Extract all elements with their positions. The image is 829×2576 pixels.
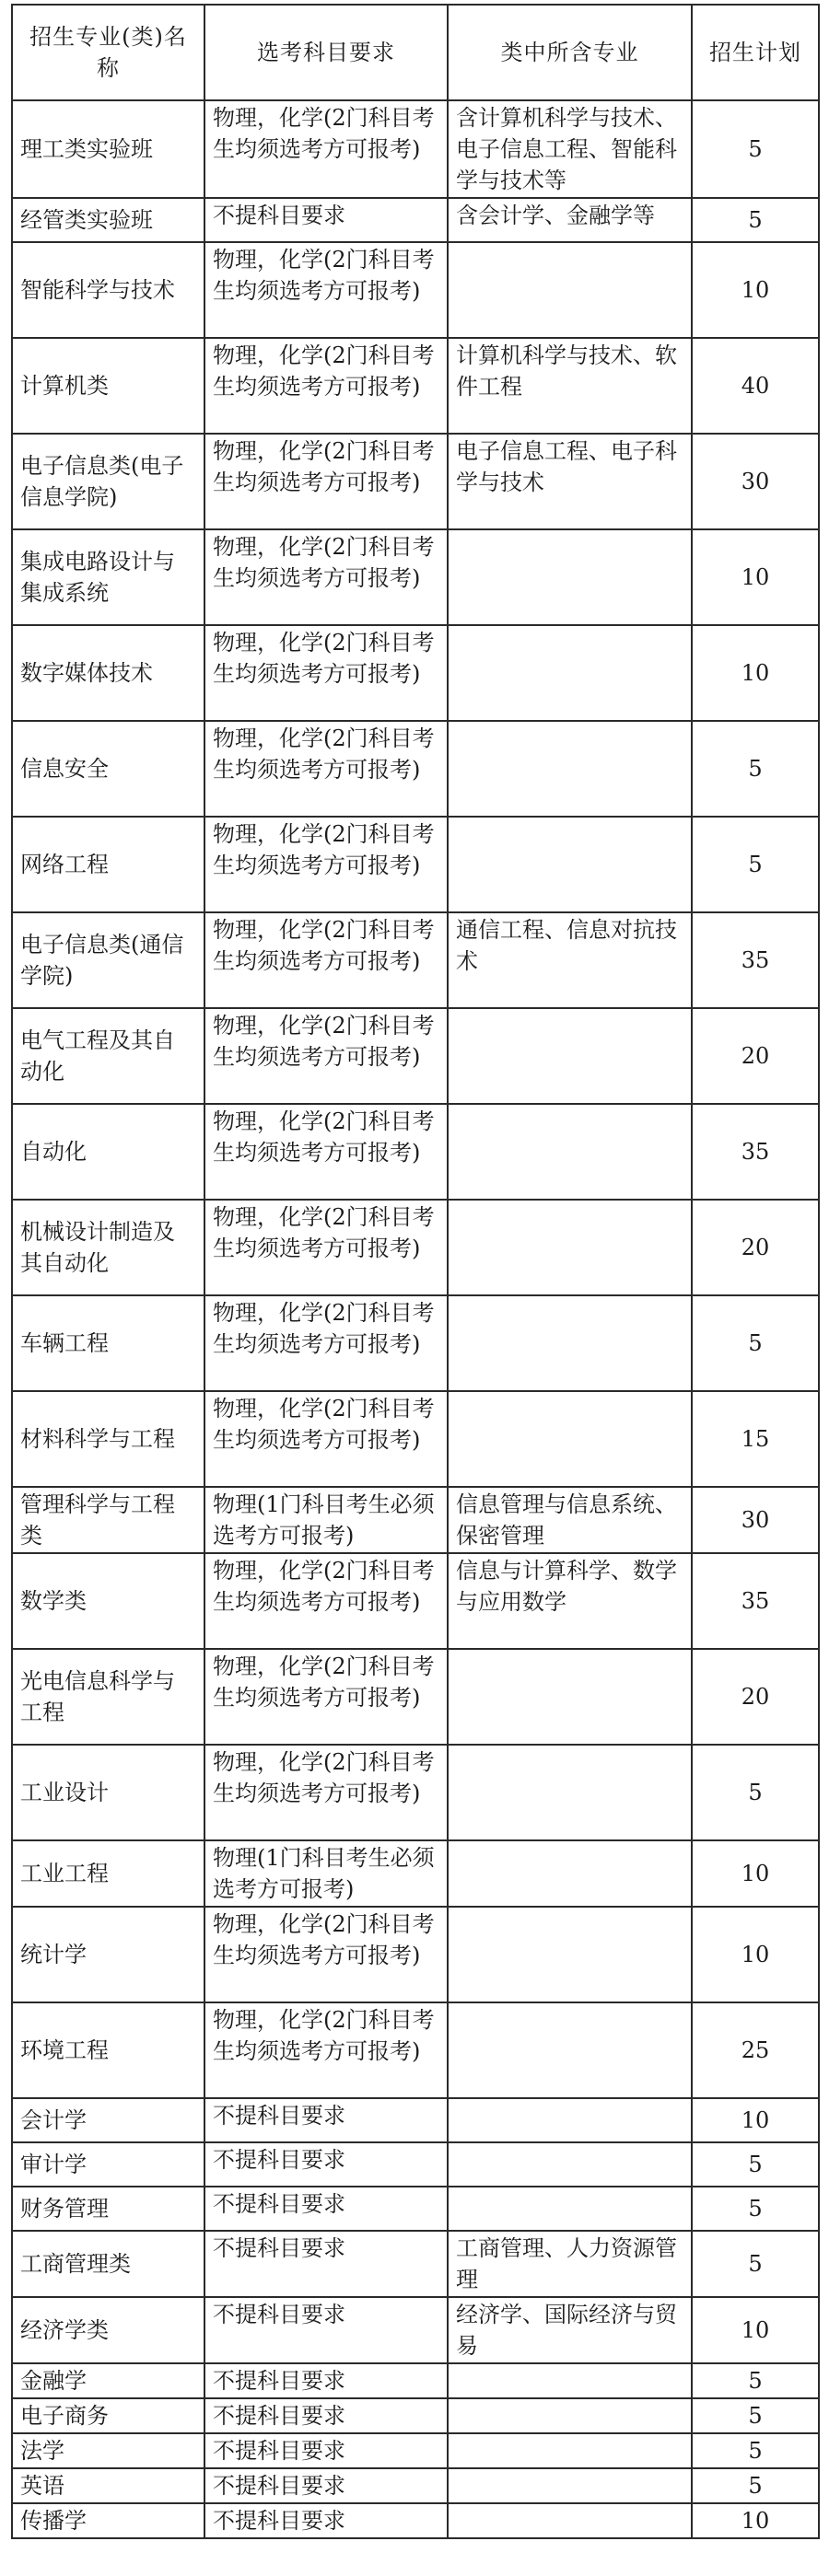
table-row <box>12 1487 819 1553</box>
program-name-cell: 审计学 <box>12 2142 204 2187</box>
enrollment-quota-cell: 5 <box>692 1745 819 1840</box>
program-name-cell: 理工类实验班 <box>12 100 204 198</box>
enrollment-quota-cell: 5 <box>692 100 819 198</box>
table-row <box>12 198 819 242</box>
table-row <box>12 1295 819 1391</box>
table-row <box>12 2098 819 2142</box>
program-name-cell: 材料科学与工程 <box>12 1391 204 1487</box>
program-name-cell: 法学 <box>12 2433 204 2468</box>
table-row <box>12 912 819 1008</box>
table-row <box>12 625 819 721</box>
enrollment-quota-cell: 35 <box>692 1104 819 1200</box>
subject-requirement-cell: 不提科目要求 <box>204 2187 448 2231</box>
enrollment-quota-cell: 5 <box>692 1295 819 1391</box>
included-majors-cell: 电子信息工程、电子科学与技术 <box>448 434 692 529</box>
table-row <box>12 2398 819 2433</box>
table-row <box>12 529 819 625</box>
program-name-cell: 经济学类 <box>12 2297 204 2363</box>
table-row <box>12 2002 819 2098</box>
enrollment-quota-cell: 10 <box>692 2098 819 2142</box>
table-row <box>12 1840 819 1907</box>
header-quota: 招生计划 <box>692 5 819 100</box>
program-name-cell: 统计学 <box>12 1907 204 2002</box>
subject-requirement-cell: 物理，化学(2门科目考生均须选考方可报考) <box>204 338 448 434</box>
included-majors-cell <box>448 1295 692 1391</box>
enrollment-quota-cell: 10 <box>692 529 819 625</box>
program-name-cell: 电子信息类(通信学院) <box>12 912 204 1008</box>
subject-requirement-cell: 物理，化学(2门科目考生均须选考方可报考) <box>204 912 448 1008</box>
subject-requirement-cell: 物理，化学(2门科目考生均须选考方可报考) <box>204 1649 448 1745</box>
subject-requirement-cell: 物理，化学(2门科目考生均须选考方可报考) <box>204 1295 448 1391</box>
included-majors-cell: 信息管理与信息系统、保密管理 <box>448 1487 692 1553</box>
included-majors-cell: 经济学、国际经济与贸易 <box>448 2297 692 2363</box>
program-name-cell: 传播学 <box>12 2503 204 2538</box>
program-name-cell: 管理科学与工程类 <box>12 1487 204 1553</box>
subject-requirement-cell: 物理，化学(2门科目考生均须选考方可报考) <box>204 1907 448 2002</box>
subject-requirement-cell: 物理，化学(2门科目考生均须选考方可报考) <box>204 2002 448 2098</box>
included-majors-cell <box>448 529 692 625</box>
included-majors-cell: 通信工程、信息对抗技术 <box>448 912 692 1008</box>
table-row <box>12 2142 819 2187</box>
enrollment-quota-cell: 5 <box>692 2468 819 2503</box>
subject-requirement-cell: 物理，化学(2门科目考生均须选考方可报考) <box>204 721 448 817</box>
program-name-cell: 工业工程 <box>12 1840 204 1907</box>
table-row <box>12 2363 819 2398</box>
subject-requirement-cell: 物理，化学(2门科目考生均须选考方可报考) <box>204 1008 448 1104</box>
table-row <box>12 242 819 338</box>
subject-requirement-cell: 物理，化学(2门科目考生均须选考方可报考) <box>204 434 448 529</box>
subject-requirement-cell: 不提科目要求 <box>204 2098 448 2142</box>
subject-requirement-cell: 物理，化学(2门科目考生均须选考方可报考) <box>204 242 448 338</box>
subject-requirement-cell: 不提科目要求 <box>204 198 448 242</box>
enrollment-quota-cell: 35 <box>692 912 819 1008</box>
included-majors-cell <box>448 1649 692 1745</box>
program-name-cell: 网络工程 <box>12 817 204 912</box>
enrollment-quota-cell: 30 <box>692 434 819 529</box>
table-row <box>12 2468 819 2503</box>
enrollment-quota-cell: 10 <box>692 1840 819 1907</box>
table-body <box>12 100 819 2538</box>
program-name-cell: 机械设计制造及其自动化 <box>12 1200 204 1295</box>
included-majors-cell <box>448 242 692 338</box>
table-row <box>12 338 819 434</box>
table-row <box>12 1649 819 1745</box>
header-requirement: 选考科目要求 <box>204 5 448 100</box>
enrollment-quota-cell: 20 <box>692 1649 819 1745</box>
subject-requirement-cell: 不提科目要求 <box>204 2503 448 2538</box>
subject-requirement-cell: 物理，化学(2门科目考生均须选考方可报考) <box>204 1104 448 1200</box>
program-name-cell: 车辆工程 <box>12 1295 204 1391</box>
program-name-cell: 自动化 <box>12 1104 204 1200</box>
enrollment-quota-cell: 5 <box>692 2142 819 2187</box>
included-majors-cell <box>448 1745 692 1840</box>
included-majors-cell <box>448 2433 692 2468</box>
included-majors-cell <box>448 1907 692 2002</box>
table-row <box>12 1008 819 1104</box>
enrollment-quota-cell: 5 <box>692 721 819 817</box>
enrollment-quota-cell: 20 <box>692 1200 819 1295</box>
subject-requirement-cell: 不提科目要求 <box>204 2433 448 2468</box>
table-row <box>12 1200 819 1295</box>
program-name-cell: 计算机类 <box>12 338 204 434</box>
included-majors-cell <box>448 817 692 912</box>
subject-requirement-cell: 物理，化学(2门科目考生均须选考方可报考) <box>204 1391 448 1487</box>
table-row <box>12 100 819 198</box>
enrollment-quota-cell: 35 <box>692 1553 819 1649</box>
enrollment-quota-cell: 5 <box>692 2231 819 2297</box>
table-row <box>12 2187 819 2231</box>
table-row <box>12 1104 819 1200</box>
enrollment-quota-cell: 25 <box>692 2002 819 2098</box>
subject-requirement-cell: 物理，化学(2门科目考生均须选考方可报考) <box>204 817 448 912</box>
table-row <box>12 2297 819 2363</box>
included-majors-cell <box>448 2187 692 2231</box>
header-name: 招生专业(类)名称 <box>12 5 204 100</box>
enrollment-quota-cell: 5 <box>692 2433 819 2468</box>
enrollment-quota-cell: 10 <box>692 242 819 338</box>
included-majors-cell <box>448 2142 692 2187</box>
program-name-cell: 英语 <box>12 2468 204 2503</box>
included-majors-cell <box>448 1008 692 1104</box>
enrollment-quota-cell: 10 <box>692 625 819 721</box>
subject-requirement-cell: 物理，化学(2门科目考生均须选考方可报考) <box>204 529 448 625</box>
program-name-cell: 财务管理 <box>12 2187 204 2231</box>
enrollment-quota-cell: 10 <box>692 2503 819 2538</box>
included-majors-cell: 工商管理、人力资源管理 <box>448 2231 692 2297</box>
table-row <box>12 2433 819 2468</box>
table-row <box>12 1553 819 1649</box>
enrollment-quota-cell: 5 <box>692 2398 819 2433</box>
program-name-cell: 智能科学与技术 <box>12 242 204 338</box>
table-row <box>12 1745 819 1840</box>
included-majors-cell <box>448 2503 692 2538</box>
subject-requirement-cell: 物理，化学(2门科目考生均须选考方可报考) <box>204 100 448 198</box>
enrollment-quota-cell: 5 <box>692 2363 819 2398</box>
subject-requirement-cell: 不提科目要求 <box>204 2468 448 2503</box>
included-majors-cell: 计算机科学与技术、软件工程 <box>448 338 692 434</box>
program-name-cell: 光电信息科学与工程 <box>12 1649 204 1745</box>
subject-requirement-cell: 不提科目要求 <box>204 2398 448 2433</box>
included-majors-cell <box>448 625 692 721</box>
program-name-cell: 工业设计 <box>12 1745 204 1840</box>
enrollment-quota-cell: 20 <box>692 1008 819 1104</box>
included-majors-cell <box>448 2363 692 2398</box>
program-name-cell: 金融学 <box>12 2363 204 2398</box>
program-name-cell: 电子商务 <box>12 2398 204 2433</box>
program-name-cell: 工商管理类 <box>12 2231 204 2297</box>
enrollment-quota-cell: 10 <box>692 2297 819 2363</box>
included-majors-cell: 信息与计算科学、数学与应用数学 <box>448 1553 692 1649</box>
program-name-cell: 集成电路设计与集成系统 <box>12 529 204 625</box>
subject-requirement-cell: 不提科目要求 <box>204 2231 448 2297</box>
subject-requirement-cell: 物理，化学(2门科目考生均须选考方可报考) <box>204 1553 448 1649</box>
enrollment-quota-cell: 5 <box>692 2187 819 2231</box>
enrollment-quota-cell: 5 <box>692 817 819 912</box>
table-row <box>12 1391 819 1487</box>
admissions-document <box>11 4 818 2539</box>
table-row <box>12 817 819 912</box>
subject-requirement-cell: 不提科目要求 <box>204 2297 448 2363</box>
included-majors-cell <box>448 2098 692 2142</box>
table-row <box>12 434 819 529</box>
enrollment-quota-cell: 5 <box>692 198 819 242</box>
included-majors-cell <box>448 2398 692 2433</box>
included-majors-cell <box>448 721 692 817</box>
included-majors-cell <box>448 1391 692 1487</box>
subject-requirement-cell: 物理，化学(2门科目考生均须选考方可报考) <box>204 625 448 721</box>
enrollment-quota-cell: 30 <box>692 1487 819 1553</box>
included-majors-cell <box>448 2468 692 2503</box>
included-majors-cell <box>448 1200 692 1295</box>
included-majors-cell: 含计算机科学与技术、电子信息工程、智能科学与技术等 <box>448 100 692 198</box>
table-row <box>12 1907 819 2002</box>
included-majors-cell <box>448 1104 692 1200</box>
program-name-cell: 数字媒体技术 <box>12 625 204 721</box>
table-row <box>12 2231 819 2297</box>
enrollment-quota-cell: 40 <box>692 338 819 434</box>
header-majors: 类中所含专业 <box>448 5 692 100</box>
subject-requirement-cell: 物理(1门科目考生必须选考方可报考) <box>204 1840 448 1907</box>
subject-requirement-cell: 物理，化学(2门科目考生均须选考方可报考) <box>204 1200 448 1295</box>
subject-requirement-cell: 物理，化学(2门科目考生均须选考方可报考) <box>204 1745 448 1840</box>
included-majors-cell: 含会计学、金融学等 <box>448 198 692 242</box>
enrollment-quota-cell: 15 <box>692 1391 819 1487</box>
admissions-table <box>11 4 820 2539</box>
program-name-cell: 环境工程 <box>12 2002 204 2098</box>
program-name-cell: 电气工程及其自动化 <box>12 1008 204 1104</box>
subject-requirement-cell: 不提科目要求 <box>204 2142 448 2187</box>
enrollment-quota-cell: 10 <box>692 1907 819 2002</box>
program-name-cell: 会计学 <box>12 2098 204 2142</box>
table-row <box>12 721 819 817</box>
program-name-cell: 数学类 <box>12 1553 204 1649</box>
table-row <box>12 2503 819 2538</box>
included-majors-cell <box>448 1840 692 1907</box>
program-name-cell: 经管类实验班 <box>12 198 204 242</box>
subject-requirement-cell: 物理(1门科目考生必须选考方可报考) <box>204 1487 448 1553</box>
program-name-cell: 电子信息类(电子信息学院) <box>12 434 204 529</box>
subject-requirement-cell: 不提科目要求 <box>204 2363 448 2398</box>
program-name-cell: 信息安全 <box>12 721 204 817</box>
header-row <box>12 5 819 100</box>
included-majors-cell <box>448 2002 692 2098</box>
